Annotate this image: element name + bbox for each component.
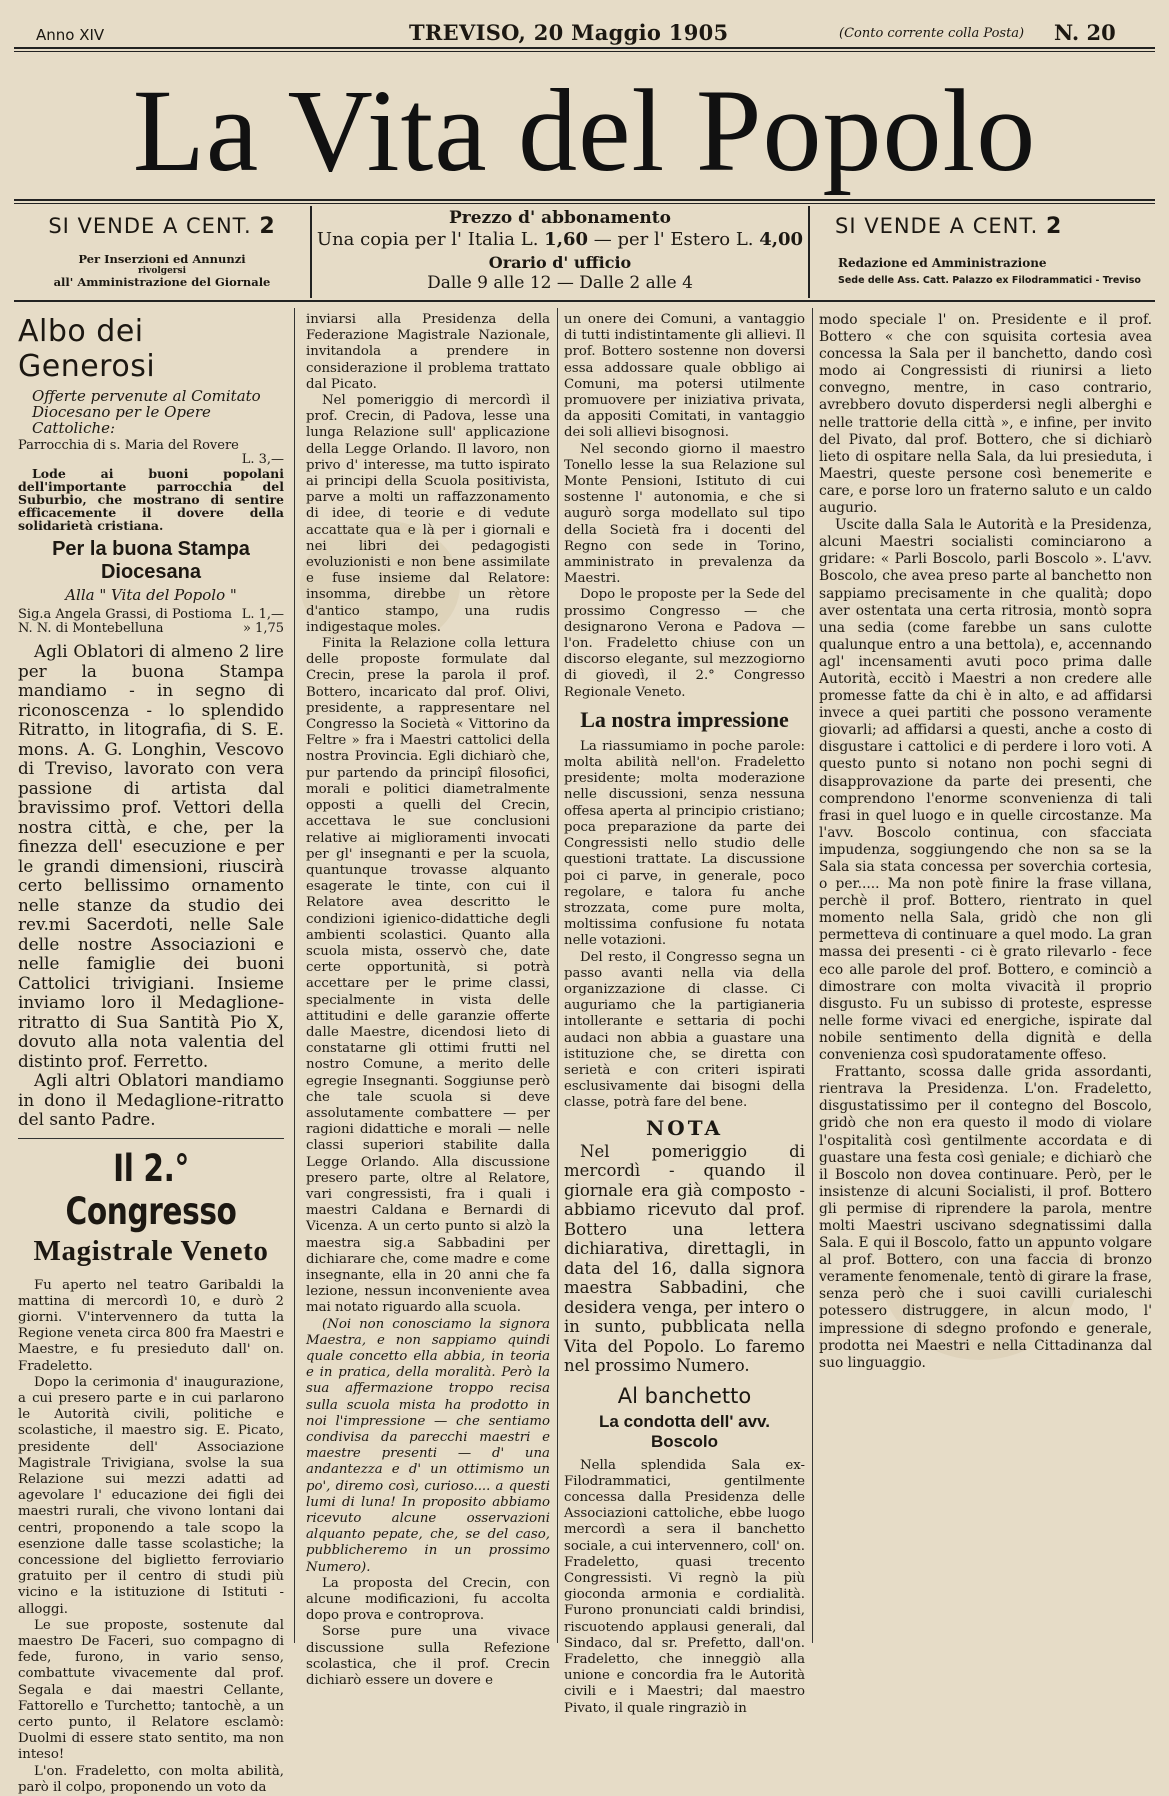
albo-lodi: Lode ai buoni popolani dell'importante parrocchia del Suburbio, che mostrano di sentire efficacemente il dovere della solidarietà cristiana. xyxy=(18,466,284,533)
sede-text: Sede delle Ass. Catt. Palazzo ex Filodrammatici - Treviso xyxy=(838,275,1141,286)
paragraph: Nel secondo giorno il maestro Tonello lesse la sua Relazione sul Monte Pensioni, Istituto di cui sostenne l' autonomia, e che si augurò sorga modellato sul tipo della Società fra i docenti del Regno con sede in Torino, amministrato in prevalenza da Maestri. xyxy=(564,441,805,587)
paragraph: Fu aperto nel teatro Garibaldi la mattina di mercordì 10, e durò 2 giorni. V'intervennero da tutta la Regione veneta circa 800 fra Maestri e Maestre, e fu presieduto dall' on. Fradeletto. xyxy=(18,1277,284,1374)
rule xyxy=(14,47,1155,49)
paragraph: Nel pomeriggio di mercordì - quando il giornale era già composto - abbiamo ricevuto dal prof. Bottero una lettera dichiarativa, direttagli, in data del 16, dalla signora maestra Sabbadini, che desidera venga, per intero o in sunto, pubblicata nella Vita del Popolo. Lo faremo nel prossimo Numero. xyxy=(564,1141,805,1376)
price-notice: SI VENDE A CENT. 2 xyxy=(835,214,1063,239)
paragraph: Uscite dalla Sala le Autorità e la Presidenza, alcuni Maestri socialisti cominciarono a gridare: « Parli Boscolo, parli Boscolo ». L'avv. Boscolo, che avea preso parte al banchetto non sappiamo precisamente in che qualità; dopo aver ostentata una certa ritrosia, montò sopra una sedia (come farebbe un sans culotte qualunque entro a una bettola), e, accennando agl' incensamenti avuti poco prima dalle Autorità, eccitò i Maestri a non credere alle promesse fatte da chi è in alto, e ad affidarsi invece a quei partiti che possono veramente giovarli; ad affidarsi a questi, anche a costo di disgustare i cattolici e di perdere i loro voti. A questo punto si notano non pochi segni di disapprovazione da parte dei presenti, che comprendono l'enorme sconvenienza di tali frasi in quel luogo e in quelle circostanze. Ma l'avv. Boscolo continua, con sfacciata impudenza, soggiungendo che non sa se la Sala sia stata concessa per soverchia cortesia, o per..... Ma non potè finire la frase villana, perchè il prof. Bottero, rientrato in quel momento nella Sala, gridò che non gli permetteva di continuare a quel modo. La gran massa dei presenti - ci è grato rilevarlo - fece eco alle parole del prof. Bottero, e cominciò a dimostrare con molta vivacità il proprio disgusto. Fu un subisso di proteste, espresse nelle forme vivaci ed energiche, ispirate dal nobile sentimento della dignità e della convenienza così spudoratamente offeso. xyxy=(819,517,1152,1064)
column-1 xyxy=(18,312,284,1795)
paragraph: Agli Oblatori di almeno 2 lire per la buona Stampa mandiamo - in segno di riconoscenza - lo splendido Ritratto, in litografia, di S. E. mons. A. G. Longhin, Vescovo di Treviso, lavorato con vera passione di artista dal bravissimo prof. Vettori della nostra città, e che, per la finezza dell' esecuzione e per le grandi dimensioni, riuscirà certo bellissimo ornamento nelle stanze da studio dei rev.mi Sacerdoti, nelle Sale delle nostre Associazioni e nelle famiglie dei buoni Cattolici trivigiani. Insieme inviamo loro il Medaglione-ritratto di Sua Santità Pio X, dovuto alla nota valentia del distinto prof. Ferretto. xyxy=(18,641,284,1071)
paragraph: Agli altri Oblatori mandiamo in dono il Medaglione-ritratto del santo Padre. xyxy=(18,1070,284,1129)
column-3 xyxy=(564,312,805,1716)
redazione-text: Redazione ed Amministrazione xyxy=(838,256,1047,270)
amministrazione-text: all' Amministrazione del Giornale xyxy=(53,275,271,289)
stampa-entry: Sig.a Angela Grassi, di Postioma L. 1,— xyxy=(18,607,284,622)
header-middle-box xyxy=(312,206,810,298)
rule xyxy=(14,203,1155,204)
rule xyxy=(14,51,1155,52)
stampa-body xyxy=(18,642,284,1130)
nota-title: NOTA xyxy=(645,1115,723,1140)
impressione-title: La nostra impressione xyxy=(580,706,789,732)
nota-body xyxy=(564,1142,805,1376)
price-notice: SI VENDE A CENT. 2 xyxy=(48,214,276,239)
column-2 xyxy=(306,312,550,1689)
banchetto-title: Al banchetto xyxy=(617,1383,752,1408)
paragraph: Del resto, il Congresso segna un passo avanti nella via della organizzazione di classe. Ci auguriamo che la partigianeria intollerante e settaria di pochi audaci non abbia a guastare una istituzione che, se diretta con serietà e con criteri ispirati esclusivamente dai bisogni della classe, potrà fare del bene. xyxy=(564,949,805,1111)
orario-text: Dalle 9 alle 12 — Dalle 2 alle 4 xyxy=(427,273,693,293)
orario-title: Orario d' ufficio xyxy=(488,253,632,272)
paragraph: La riassumiamo in poche parole: molta abilità nell'on. Fradeletto presidente; molta moderazione nelle discussioni, senza nessuna offesa aperta al principio cristiano; poca preparazione da parte dei Congressisti nello studio delle questioni trattate. La discussione poi ci parve, in generale, poco regolare, e talora fu anche strozzata, come pure molta, moltissima confusione fu notata nelle votazioni. xyxy=(564,738,805,949)
header-left-box xyxy=(14,206,312,298)
separator xyxy=(18,1138,284,1139)
conto-corrente: (Conto corrente colla Posta) xyxy=(839,26,1025,41)
rule xyxy=(14,199,1155,201)
header-right-box xyxy=(810,206,1155,298)
paragraph: Dopo la cerimonia d' inaugurazione, a cui presero parte e in cui parlarono le Autorità civili, politiche e scolastiche, il maestro sig. E. Picato, presidente dell' Associazione Magistrale Trivigiana, svolse la sua Relazione sui mezzi adatti ad agevolare l' educazione dei figli dei maestri rurali, che vivono lontani dai centri, proponendo a tale scopo la esenzione dalle tasse scolastiche; la concessione del biglietto ferroviario gratuito per il centro di studi più vicino e la istituzione di Istituti - alloggi. xyxy=(18,1374,284,1617)
paragraph: La proposta del Crecin, con alcune modificazioni, fu accolta dopo prova e controprova. xyxy=(306,1575,550,1624)
paragraph: Sorse pure una vivace discussione sulla Refezione scolastica, che il prof. Crecin dichiarò essere un dovere e xyxy=(306,1624,550,1689)
paragraph: Finita la Relazione colla lettura delle proposte formulate dal Crecin, prese la parola il prof. Bottero, incaricato dal prof. Olivi, presidente, a rappresentare nel Congresso la Società « Vittorino da Feltre » fra i Maestri cattolici della nostra Provincia. Egli dichiarò che, pur partendo da principî filosofici, morali e politici diametralmente opposti a quelli del Crecin, accettava le sue conclusioni relative ai miglioramenti invocati per gl' insegnanti e per la scuola, quantunque trovasse alquanto esagerate le tinte, con cui il Relatore avea descritto le condizioni igienico-didattiche degli ambienti scolastici. Quanto alla scuola mista, osservò che, date certe opportunità, si potrà accettare per le prime classi, specialmente in vista delle attitudini e delle garanzie offerte dalle Maestre, dicendosi lieto di constatarne gli ottimi frutti nel nostro Comune, a merito delle egregie Insegnanti. Soggiunse però che tale scuola si deve assolutamente combattere — per ragioni didattiche e morali — nelle classi superiori stabilite dalla Legge Orlando. Alla discussione presero parte, oltre al Relatore, vari congressisti, fra i quali i maestri Caldana e Bernardi di Vicenza. A un certo punto si alzò la maestra sig.a Sabbadini per dichiarare che, come madre e come insegnante, ella in 20 anni che fa lezione, nessun inconveniente avea mai notato riguardo alla scuola. xyxy=(306,636,550,1316)
stampa-alla: Alla " Vita del Popolo " xyxy=(65,586,237,604)
column-rule xyxy=(294,308,295,1643)
paragraph: Frattanto, scossa dalle grida assordanti, rientrava la Presidenza. L'on. Fradeletto, disgustatissimo per il contegno del Boscolo, gridò che non era questo il modo di violare l'ospitalità così gentilmente accordata e di guastare una festa così geniale; e dichiarò che il Boscolo non dovea continuare. Però, per le insistenze di alcuni Socialisti, il prof. Bottero gli permise di riprendere la parola, mentre molti Maestri uscivano sdegnatissimi dalla Sala. E qui il Boscolo, fatto un appunto volgare al prof. Bottero, con una faccia di bronzo veramente fenomenale, tentò di girare la frase, senza però che i suoi cavilli curialeschi potessero distruggere, in alcun modo, l' impressione di sdegno profondo e generale, prodotta nei Maestri e nella Cittadinanza dal suo linguaggio. xyxy=(819,1064,1152,1371)
congresso-subtitle: Magistrale Veneto xyxy=(33,1234,269,1267)
albo-entry: Parrocchia di s. Maria del Rovere L. 3,— xyxy=(18,438,284,467)
rule xyxy=(14,300,1155,302)
rivolgersi-text: rivolgersi xyxy=(137,266,187,276)
stampa-entry: N. N. di Montebelluna » 1,75 xyxy=(18,621,284,636)
paragraph: inviarsi alla Presidenza della Federazione Magistrale Nazionale, invitandola a prendere in considerazione il problema trattato dal Picato. xyxy=(306,312,550,392)
congresso-title: Il 2.° Congresso xyxy=(65,1146,237,1233)
top-dateline xyxy=(14,18,1155,46)
albo-offerte: Offerte pervenute al Comitato Diocesano per le Opere Cattoliche: xyxy=(32,387,261,437)
prezzo-text: Una copia per l' Italia L. 1,60 — per l' Estero L. 4,00 xyxy=(316,229,804,250)
inserzioni-text: Per Inserzioni ed Annunzi xyxy=(78,252,246,266)
paragraph: Nella splendida Sala ex-Filodrammatici, gentilmente concessa dalla Presidenza delle Associazioni cattoliche, ebbe luogo mercordì a sera il banchetto sociale, a cui intervennero, coll' on. Fradeletto, quasi trecento Congressisti. Vi regnò la più gioconda armonia e cordialità. Furono pronunciati caldi brindisi, riscuotendo applausi generali, dal Sindaco, dal sr. Prefetto, dall'on. Fradeletto, che inneggiò alla unione e concordia fra le Autorità civili e i Maestri; dal maestro Pivato, il quale ringraziò in xyxy=(564,1457,805,1716)
column-rule xyxy=(557,308,558,1643)
paragraph: Le sue proposte, sostenute dal maestro De Faceri, suo compagno di fede, furono, in vario senso, combattute vivacemente dal prof. Segala e dai maestri Cellante, Fattorello e Turchetto; tantochè, a un certo punto, il Relatore esclamò: Duolmi di essere stato sentito, ma non inteso! xyxy=(18,1617,284,1763)
anno-label: Anno XIV xyxy=(36,26,105,44)
albo-title: Albo dei Generosi xyxy=(18,314,156,384)
dateline: TREVISO, 20 Maggio 1905 xyxy=(409,20,729,45)
stampa-title: Per la buona Stampa Diocesana xyxy=(52,538,250,583)
paragraph: L'on. Fradeletto, con molta abilità, parò il colpo, proponendo un voto da xyxy=(18,1763,284,1795)
masthead-title: La Vita del Popolo xyxy=(132,65,1037,196)
issue-number: N. 20 xyxy=(1054,20,1116,45)
column-4 xyxy=(819,312,1152,1642)
paragraph: un onere dei Comuni, a vantaggio di tutti indistintamente gli allievi. Il prof. Bottero sostenne non doversi essa addossare quale obbligo ai Comuni, ma potersi utilmente promuovere per iniziativa privata, da appositi Comitati, in vantaggio dei soli allievi bisognosi. xyxy=(564,312,805,441)
paragraph: modo speciale l' on. Presidente e il prof. Bottero « che con squisita cortesia avea concessa la Sala per il banchetto, dando così modo ai Congressisti di riunirsi a lieto convegno, mentre, in caso contrario, avrebbero dovuto disperdersi negli alberghi e nelle trattorie della città », e infine, per invito del Pivato, dal prof. Bottero, che si dichiarò lieto di ospitare nella Sala, da lui presieduta, i Maestri, queste persone così benemerite e care, e porse loro un fraterno saluto e un caldo augurio. xyxy=(819,312,1152,517)
condotta-title: La condotta dell' avv. Boscolo xyxy=(599,1411,770,1451)
paragraph: Dopo le proposte per la Sede del prossimo Congresso — che designarono Verona e Padova — l'on. Fradeletto chiuse con un discorso elegante, sul mezzogiorno di giovedì, il 2.° Congresso Regionale Veneto. xyxy=(564,587,805,700)
column-rule xyxy=(812,308,813,1643)
prezzo-title: Prezzo d' abbonamento xyxy=(449,208,671,228)
paragraph: (Noi non conosciamo la signora Maestra, e non sappiamo quindi quale concetto ella abbia, in teoria e in pratica, della moralità. Però la sua affermazione troppo recisa sulla scuola mista ha prodotto in noi l'impressione — che sentiamo condivisa da parecchi maestri e maestre presenti — d' una andantezza e d' un ottimismo un po', diremo così, curioso.... a questi lumi di luna! In proposito abbiamo ricevuto alcune osservazioni alquanto pepate, che, se del caso, pubblicheremo in un prossimo Numero). xyxy=(306,1316,550,1575)
paragraph: Nel pomeriggio di mercordì il prof. Crecin, di Padova, lesse una lunga Relazione sull' applicazione della Legge Orlando. Il lavoro, non privo d' interesse, ma tutto ispirato ai principi della Scuola positivista, parve a molti un raffazzonamento di idee, di teorie e di vedute accattate qua e là per i giornali e nei libri dei pedagogisti evoluzionisti e non bene assimilate e fuse insieme dal Relatore: insomma, direbbe un rètore d'antico stampo, una rudis indigestaque moles. xyxy=(306,393,550,635)
